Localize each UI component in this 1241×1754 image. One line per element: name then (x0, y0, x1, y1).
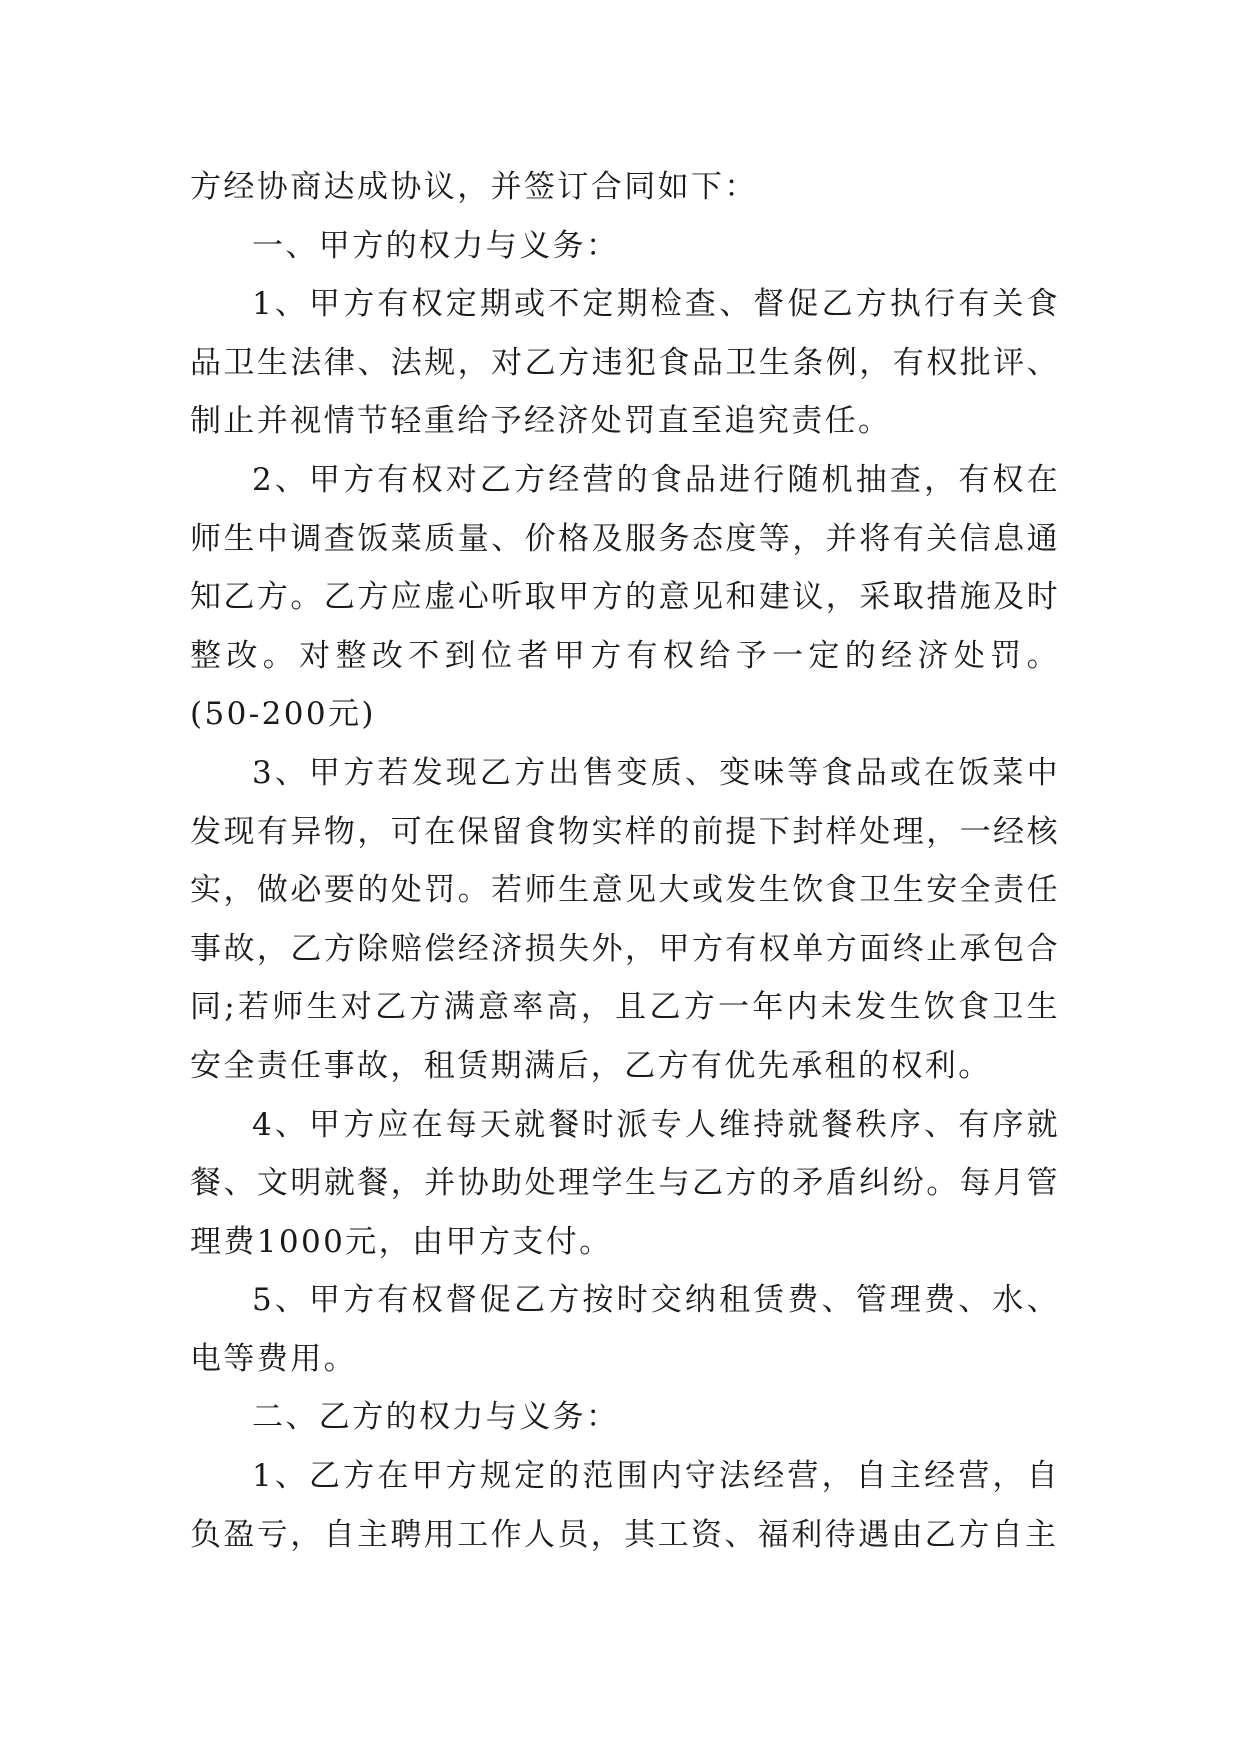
section-heading-party-b: 二、乙方的权力与义务： (252, 1399, 620, 1436)
clause-a-5: 5、甲方有权督促乙方按时交纳租赁费、管理费、水、电等费用。 (190, 1282, 1060, 1377)
clause-b-1: 1、乙方在甲方规定的范围内守法经营，自主经营，自负盈亏，自主聘用工作人员，其工资、福利待遇由乙方自主 (190, 1458, 1060, 1553)
clause-a-1: 1、甲方有权定期或不定期检查、督促乙方执行有关食品卫生法律、法规，对乙方违犯食品卫生条例，有权批评、制止并视情节轻重给予经济处罚直至追究责任。 (190, 286, 1060, 440)
clause-a-2: 2、甲方有权对乙方经营的食品进行随机抽查，有权在师生中调查饭菜质量、价格及服务态度等，并将有关信息通知乙方。乙方应虚心听取甲方的意见和建议，采取措施及时整改。对整改不到位者甲方有权给予一定的经济处罚。(50-200元) (190, 461, 1060, 733)
clause-a-3: 3、甲方若发现乙方出售变质、变味等食品或在饭菜中发现有异物，可在保留食物实样的前提下封样处理，一经核实，做必要的处罚。若师生意见大或发生饮食卫生安全责任事故，乙方除赔偿经济损失外，甲方有权单方面终止承包合同;若师生对乙方满意率高，且乙方一年内未发生饮食卫生安全责任事故，租赁期满后，乙方有优先承租的权利。 (190, 754, 1060, 1084)
document-body (190, 158, 1060, 1564)
section-heading-party-a: 一、甲方的权力与义务： (252, 227, 620, 264)
clause-a-4: 4、甲方应在每天就餐时派专人维持就餐秩序、有序就餐、文明就餐，并协助处理学生与乙方的矛盾纠纷。每月管理费1000元，由甲方支付。 (190, 1106, 1060, 1260)
paragraph-intro: 方经协商达成协议，并签订合同如下： (190, 169, 758, 205)
